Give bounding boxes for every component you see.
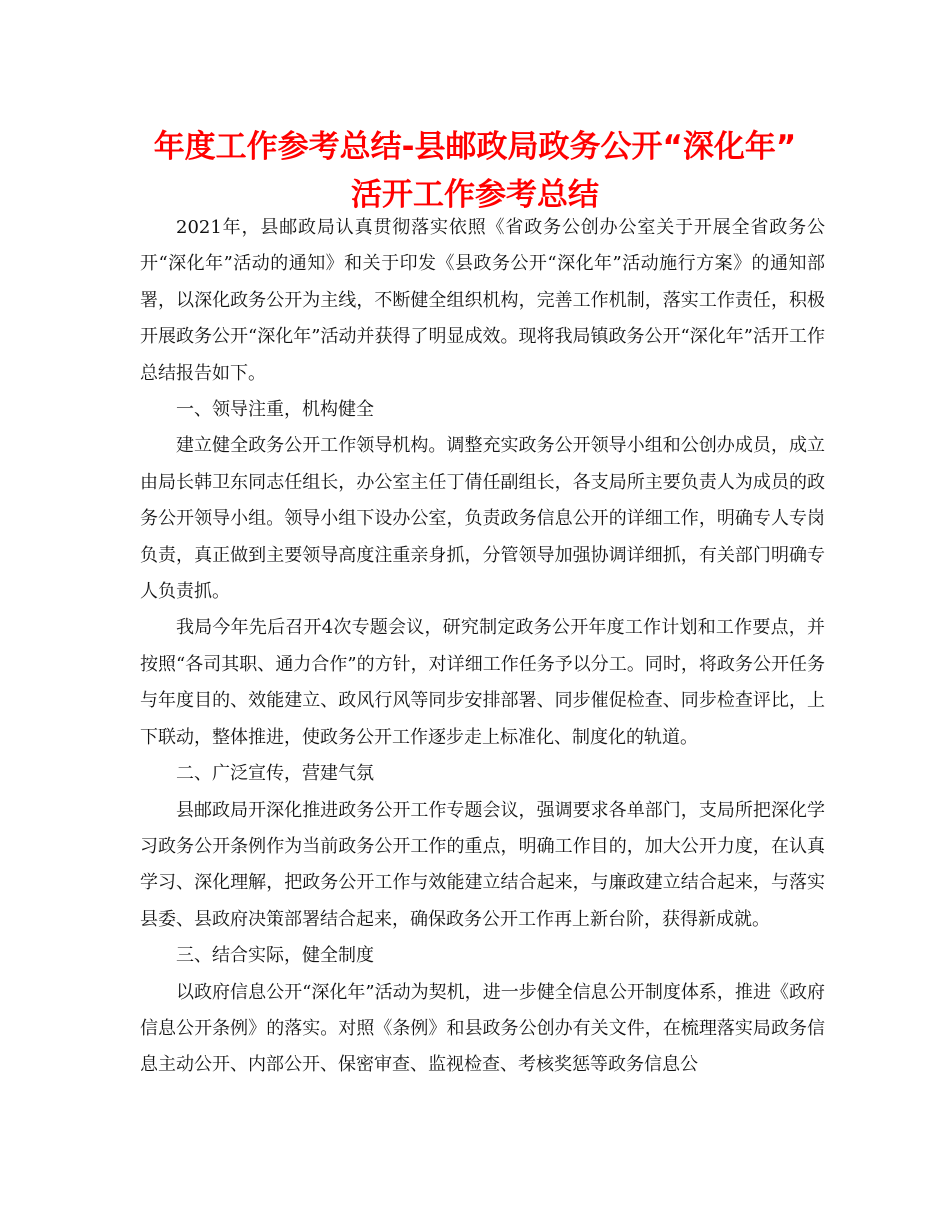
body-paragraph: 我局今年先后召开4次专题会议，研究制定政务公开年度工作计划和工作要点，并按照“各司其职、通力合作”的方针，对详细工作任务予以分工。同时，将政务公开任务与年度目的、效能建立、政风行风等同步安排部署、同步催促检查、同步检查评比，上下联动，整体推进，使政务公开工作逐步走上标准化、制度化的轨道。 — [140, 617, 825, 748]
intro-paragraph: 2021年，县邮政局认真贯彻落实依照《省政务公创办公室关于开展全省政务公开“深化年”活动的通知》和关于印发《县政务公开“深化年”活动施行方案》的通知部署，以深化政务公开为主线，不断健全组织机构，完善工作机制，落实工作责任，积极开展政务公开“深化年”活动并获得了明显成效。现将我局镇政务公开“深化年”活开工作总结报告如下。 — [140, 217, 825, 384]
document-body — [140, 210, 825, 1084]
section-heading-2: 二、广泛宣传，营建气氛 — [176, 763, 374, 785]
document-title-line-1: 年度工作参考总结-县邮政局政务公开“深化年” — [153, 129, 797, 165]
section-heading-3: 三、结合实际，健全制度 — [176, 945, 374, 967]
section-heading-1: 一、领导注重，机构健全 — [176, 399, 374, 421]
body-paragraph: 以政府信息公开“深化年”活动为契机，进一步健全信息公开制度体系，推进《政府信息公开条例》的落实。对照《条例》和县政务公创办有关文件，在梳理落实局政务信息主动公开、内部公开、保密审查、监视检查、考核奖惩等政务信息公 — [140, 981, 825, 1076]
body-paragraph: 建立健全政务公开工作领导机构。调整充实政务公开领导小组和公创办成员，成立由局长韩卫东同志任组长，办公室主任丁倩任副组长，各支局所主要负责人为成员的政务公开领导小组。领导小组下设办公室，负责政务信息公开的详细工作，明确专人专岗负责，真正做到主要领导高度注重亲身抓，分管领导加强协调详细抓，有关部门明确专人负责抓。 — [140, 435, 825, 603]
body-paragraph: 县邮政局开深化推进政务公开工作专题会议，强调要求各单部门，支局所把深化学习政务公开条例作为当前政务公开工作的重点，明确工作目的，加大公开力度，在认真学习、深化理解，把政务公开工作与效能建立结合起来，与廉政建立结合起来，与落实县委、县政府决策部署结合起来，确保政务公开工作再上新台阶，获得新成就。 — [140, 799, 825, 930]
document-title-line-2: 活开工作参考总结 — [351, 177, 599, 213]
